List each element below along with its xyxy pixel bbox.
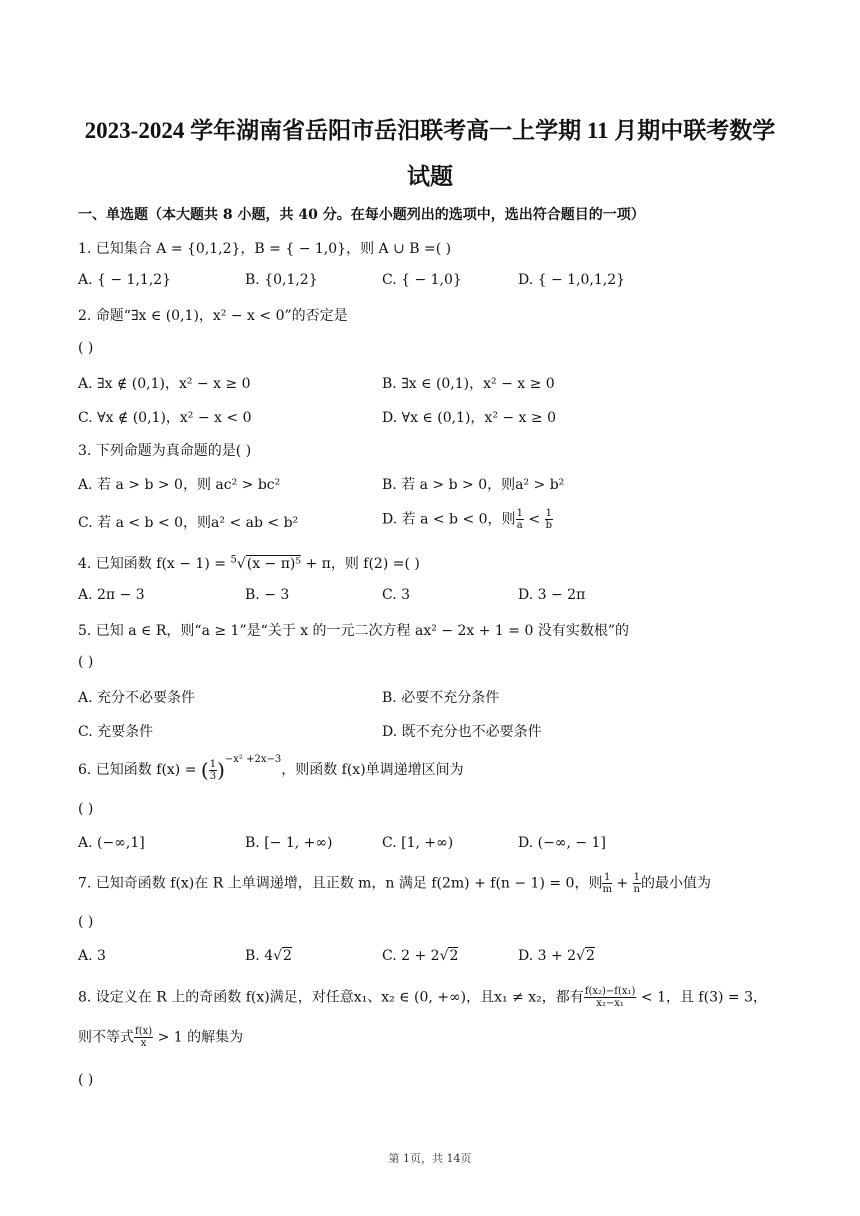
question-5-option-b: B. 必要不充分条件 <box>382 690 500 706</box>
question-4-option-d: D. 3 − 2π <box>518 587 586 603</box>
question-8-stem-line-2 <box>78 1026 243 1049</box>
fraction <box>545 508 553 531</box>
question-7-stem-part-1: 7. 已知奇函数 f(x)在 R 上单调递增，且正数 m，n 满足 f(2m) + f(n − 1) = 0，则 <box>78 875 603 892</box>
radical-sign: √ <box>236 556 246 572</box>
fraction <box>134 1026 153 1049</box>
fraction <box>633 872 641 895</box>
question-7-stem-part-2: 的最小值为 <box>640 875 711 892</box>
question-3-stem: 3. 下列命题为真命题的是( ) <box>78 443 252 459</box>
radical-sign: √ <box>439 948 449 964</box>
question-4-option-a: A. 2π − 3 <box>78 587 145 603</box>
question-8-stem-line-1 <box>78 986 767 1009</box>
question-2-option-b: B. ∃x ∈ (0,1)，x² − x ≥ 0 <box>382 376 555 392</box>
numerator: 1 <box>545 508 552 519</box>
denominator: x <box>140 1038 147 1049</box>
radicand: 2 <box>586 948 595 964</box>
question-7-option-a: A. 3 <box>78 948 106 964</box>
fraction <box>602 872 611 895</box>
question-4-option-c: C. 3 <box>382 587 411 603</box>
question-6-stem-part-1: 6. 已知函数 f(x) = <box>78 762 201 778</box>
exponent: −x² +2x−3 <box>224 754 282 766</box>
question-8-line-2-part-2: > 1 的解集为 <box>153 1029 244 1046</box>
page-footer: 第 1页，共 14页 <box>388 1152 472 1165</box>
question-3-option-d-text: D. 若 a < b < 0，则 <box>382 511 516 528</box>
numerator: 1 <box>604 872 611 883</box>
question-5-option-d: D. 既不充分也不必要条件 <box>382 724 542 740</box>
question-3-option-a: A. 若 a > b > 0，则 ac² > bc² <box>78 477 281 493</box>
denominator: 3 <box>209 770 217 782</box>
question-7-option-d <box>518 948 595 964</box>
question-2-answer-paren: ( ) <box>78 340 94 356</box>
section-heading: 一、单选题（本大题共 8 小题，共 40 分。在每小题列出的选项中，选出符合题目的一项） <box>78 207 645 223</box>
question-5-option-c: C. 充要条件 <box>78 724 154 740</box>
root-index: 5 <box>230 554 237 566</box>
question-4-option-b: B. − 3 <box>245 587 290 603</box>
denominator: a <box>516 520 523 531</box>
question-8-line-2-part-1: 则不等式 <box>78 1029 134 1046</box>
denominator: b <box>545 520 552 531</box>
numerator: 1 <box>516 508 523 519</box>
question-5-stem: 5. 已知 a ∈ R，则“a ≥ 1”是“关于 x 的一元二次方程 ax² − 2x + 1 = 0 没有实数根”的 <box>78 623 629 639</box>
question-7-option-c <box>382 948 458 964</box>
question-3-option-d <box>382 508 553 531</box>
radicand: 2 <box>283 948 292 964</box>
question-2-option-d: D. ∀x ∈ (0,1)，x² − x ≥ 0 <box>382 410 556 426</box>
radical-sign: √ <box>273 948 283 964</box>
question-2-option-c: C. ∀x ∉ (0,1)，x² − x < 0 <box>78 410 252 426</box>
question-6-option-a: A. (−∞,1] <box>78 835 145 851</box>
question-6-answer-paren: ( ) <box>78 801 94 817</box>
question-4-stem-part-2: + π，则 f(2) =( ) <box>301 556 420 572</box>
relation: < <box>523 511 545 528</box>
question-8-stem-part-2: < 1，且 f(3) = 3， <box>636 989 767 1006</box>
question-5-option-a: A. 充分不必要条件 <box>78 690 196 706</box>
numerator: 1 <box>633 872 640 883</box>
question-2-option-a: A. ∃x ∉ (0,1)，x² − x ≥ 0 <box>78 376 251 392</box>
question-1-stem: 1. 已知集合 A = {0,1,2}，B = { − 1,0}，则 A ∪ B =( ) <box>78 241 452 257</box>
question-7-stem <box>78 872 711 895</box>
question-3-option-b: B. 若 a > b > 0，则a² > b² <box>382 477 565 493</box>
radicand: 2 <box>449 948 459 964</box>
question-7-answer-paren: ( ) <box>78 914 94 930</box>
denominator: n <box>633 884 640 895</box>
plus-sign: + <box>611 875 633 892</box>
radical-sign: √ <box>576 948 585 964</box>
option-text: C. 2 + 2 <box>382 948 440 964</box>
radicand: (x − π)⁵ <box>246 556 301 572</box>
question-7-option-b <box>245 948 292 964</box>
question-6-stem-part-2: ，则函数 f(x)单调递增区间为 <box>281 762 464 778</box>
question-8-answer-paren: ( ) <box>78 1072 94 1088</box>
paren-open: ( <box>200 758 209 782</box>
document-title-line-2: 试题 <box>407 164 453 189</box>
question-8-stem-part-1: 8. 设定义在 R 上的奇函数 f(x)满足，对任意x₁、x₂ ∈ (0, +∞)，且x₁ ≠ x₂，都有 <box>78 989 584 1006</box>
paren-close: ) <box>217 758 225 782</box>
question-2-stem: 2. 命题“∃x ∈ (0,1)，x² − x < 0”的否定是 <box>78 308 348 324</box>
question-3-option-c: C. 若 a < b < 0，则a² < ab < b² <box>78 515 299 531</box>
question-4-stem <box>78 553 420 573</box>
question-1-option-b: B. {0,1,2} <box>245 272 318 288</box>
denominator: m <box>602 884 612 895</box>
numerator: f(x) <box>135 1026 153 1037</box>
question-1-option-a: A. { − 1,1,2} <box>78 272 172 288</box>
question-6-stem <box>78 754 464 782</box>
question-4-stem-part-1: 4. 已知函数 f(x − 1) = <box>78 556 231 572</box>
question-1-option-d: D. { − 1,0,1,2} <box>518 272 626 288</box>
fraction <box>516 508 524 531</box>
document-title-line-1: 2023-2024 学年湖南省岳阳市岳汨联考高一上学期 11 月期中联考数学 <box>84 118 776 143</box>
question-6-option-b: B. [− 1, +∞) <box>245 835 333 851</box>
question-1-option-c: C. { − 1,0} <box>382 272 462 288</box>
base-fraction <box>209 759 217 782</box>
fraction <box>584 986 637 1009</box>
numerator: 1 <box>209 758 217 770</box>
option-text: D. 3 + 2 <box>518 948 577 964</box>
question-6-option-c: C. [1, +∞) <box>382 835 454 851</box>
denominator: x₂−x₁ <box>596 998 624 1009</box>
question-6-option-d: D. (−∞, − 1] <box>518 835 606 851</box>
numerator: f(x₂)−f(x₁) <box>584 986 636 997</box>
option-text: B. 4 <box>245 948 274 964</box>
question-5-answer-paren: ( ) <box>78 654 94 670</box>
